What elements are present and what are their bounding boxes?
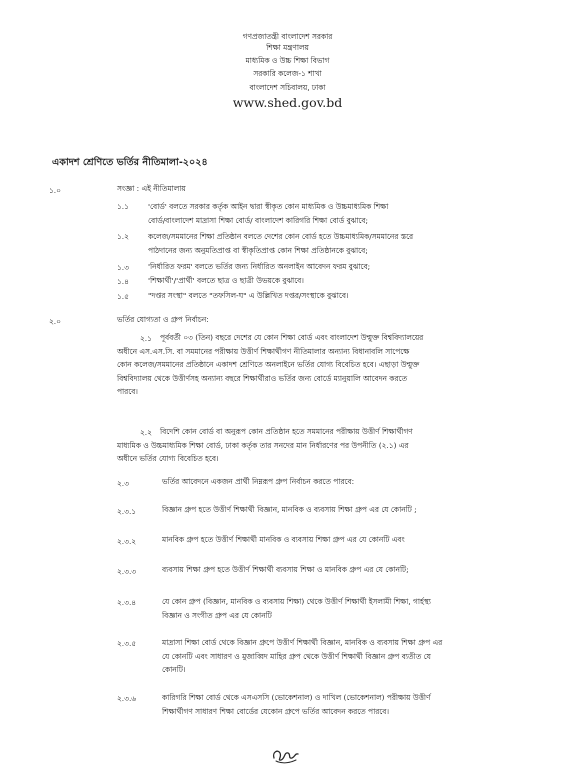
header-ministry-line-2: শিক্ষা মন্ত্রণালয় [266,43,309,52]
document-title: একাদশ শ্রেণিতে ভর্তির নীতিমালা-২০২৪ [52,157,208,168]
section-number: ১.০ [49,186,61,195]
item-number: ১.৫ [117,292,129,301]
clause-number: ২.১ [140,334,152,343]
header-ministry-line-3: মাধ্যমিক ও উচ্চ শিক্ষা বিভাগ [245,56,330,65]
clause-text: ভর্তির আবেদনে একজন প্রার্থী নিম্নরূপ গ্রুপ নির্বাচন করতে পারবে: [162,477,355,486]
header-ministry-line-1: গণপ্রজাতন্ত্রী বাংলাদেশ সরকার [242,32,333,41]
definition-item: 'বোর্ড' বলতে সরকার কর্তৃক আইন দ্বারা স্বীকৃত কোন মাধ্যমিক ও উচ্চমাধ্যমিক শিক্ষা বোর্ড/বাংলাদেশ মাদ্রাসা শিক্ষা বোর্ড/ বাংলাদেশ কারিগরি শিক্ষা বোর্ড বুঝাবে; [148,202,389,225]
item-number: ১.৩ [117,263,129,272]
definition-item: "দপ্তর সংস্থা" বলতে "তফসিল-ঘ" এ উল্লিখিত দপ্তর/সংস্থাকে বুঝাবে। [148,291,349,300]
subitem-number: ২.৩.১ [117,507,137,516]
header-ministry-line-5: বাংলাদেশ সচিবালয়, ঢাকা [249,83,326,92]
clause-number: ২.৩ [117,479,129,488]
header-ministry-line-4: সরকারি কলেজ-১ শাখা [253,69,322,78]
subitem-number: ২.৩.৫ [117,639,137,648]
section-heading: সংজ্ঞা : এই নীতিমালায় [117,184,186,193]
clause-paragraph: পূর্ববর্তী ০৩ (তিন) বছরে দেশের যে কোন শিক্ষা বোর্ড এবং বাংলাদেশ উন্মুক্ত বিশ্ববিদ্যালয়ের অধীনে এস.এস.সি. বা সমমানের পরীক্ষায় উত্তীর্ণ শিক্ষার্থীগণ নীতিমালার অন্যান্য বিধানাবলি সাপেক্ষে কোন কলেজ/সমমানের প্রতিষ্ঠানে একাদশ শ্রেণিতে অনলাইনে ভর্তির যোগ্য বিবেচিত হবে। এছাড়া উন্মুক্ত বিশ্ববিদ্যালয় থেকে উত্তীর্ণসহ অন্যান্য বছরে শিক্ষার্থীরাও ভর্তির জন্য বোর্ডে ম্যানুয়ালি আবেদন করতে পারবে। [117,333,424,397]
subitem-number: ২.৩.৩ [117,567,137,576]
definition-item: 'নির্ধারিত ফরম' বলতে ভর্তির জন্য নির্ধারিত অনলাইন আবেদন ফরম বুঝাবে; [148,262,371,271]
section-heading: ভর্তির যোগ্যতা ও গ্রুপ নির্বাচন: [117,315,209,324]
subitem-text: মাদ্রাসা শিক্ষা বোর্ড থেকে বিজ্ঞান গ্রুপে উত্তীর্ণ শিক্ষার্থী বিজ্ঞান, মানবিক ও ব্যবসায় শিক্ষা গ্রুপ এর যে কোনটি এবং সাধারণ ও মুজাব্বিদ মাহির গ্রুপ থেকে উত্তীর্ণ শিক্ষার্থী বিজ্ঞান গ্রুপ ব্যতীত যে কোনটি। [162,638,443,675]
subitem-text: কারিগরি শিক্ষা বোর্ড থেকে এসএসসি (ভোকেশনাল) ও দাখিল (ভোকেশনাল) পরীক্ষায় উত্তীর্ণ শিক্ষার্থীগণ সাধারণ শিক্ষা বোর্ডের যেকোন গ্রুপে ভর্তির আবেদন করতে পারবে। [162,693,431,716]
subitem-number: ২.৩.৬ [117,694,137,703]
clause-paragraph: বিদেশি কোন বোর্ড বা অনুরূপ কোন প্রতিষ্ঠান হতে সমমানের পরীক্ষায় উত্তীর্ণ শিক্ষার্থীগণ মাধ্যমিক ও উচ্চমাধ্যমিক শিক্ষা বোর্ড, ঢাকা কর্তৃক তার সনদের মান নির্ধারণের পর উপনীতি (২.১) এর অধীনে ভর্তির যোগ্য বিবেচিত হবে। [117,427,413,464]
clause-number: ২.২ [140,428,152,437]
subitem-text: মানবিক গ্রুপ হতে উত্তীর্ণ শিক্ষার্থী মানবিক ও ব্যবসায় শিক্ষা গ্রুপ এর যে কোনটি এবং [162,535,405,544]
signature-mark [268,744,302,766]
item-number: ১.৪ [117,277,129,286]
item-number: ১.২ [117,232,129,241]
item-number: ১.১ [117,202,129,211]
definition-item: 'শিক্ষার্থী'/'প্রার্থী' বলতে ছাত্র ও ছাত্রী উভয়কে বুঝাবে। [148,276,304,285]
subitem-text: ব্যবসায় শিক্ষা গ্রুপ হতে উত্তীর্ণ শিক্ষার্থী ব্যবসায় শিক্ষা ও মানবিক গ্রুপ এর যে কোনটি; [162,565,409,574]
subitem-number: ২.৩.২ [117,537,137,546]
header-website: www.shed.gov.bd [232,95,343,110]
subitem-number: ২.৩.৪ [117,598,137,607]
subitem-text: যে কোন গ্রুপ (বিজ্ঞান, মানবিক ও ব্যবসায় শিক্ষা) থেকে উত্তীর্ণ শিক্ষার্থী ইসলামী শিক্ষা, গার্হস্থ্য বিজ্ঞান ও সংগীত গ্রুপ এর যে কোনটি [162,597,431,620]
definition-item: কলেজ/সমমানের শিক্ষা প্রতিষ্ঠান বলতে দেশের কোন বোর্ড হতে উচ্চমাধ্যমিক/সমমানের স্তরে পাঠদানের জন্য অনুমতিপ্রাপ্ত বা স্বীকৃতিপ্রাপ্ত কোন শিক্ষা প্রতিষ্ঠানকে বুঝাবে; [148,232,414,255]
subitem-text: বিজ্ঞান গ্রুপ হতে উত্তীর্ণ শিক্ষার্থী বিজ্ঞান, মানবিক ও ব্যবসায় শিক্ষা গ্রুপ এর যে কোনটি ; [162,505,417,514]
section-number: ২.০ [49,317,61,326]
